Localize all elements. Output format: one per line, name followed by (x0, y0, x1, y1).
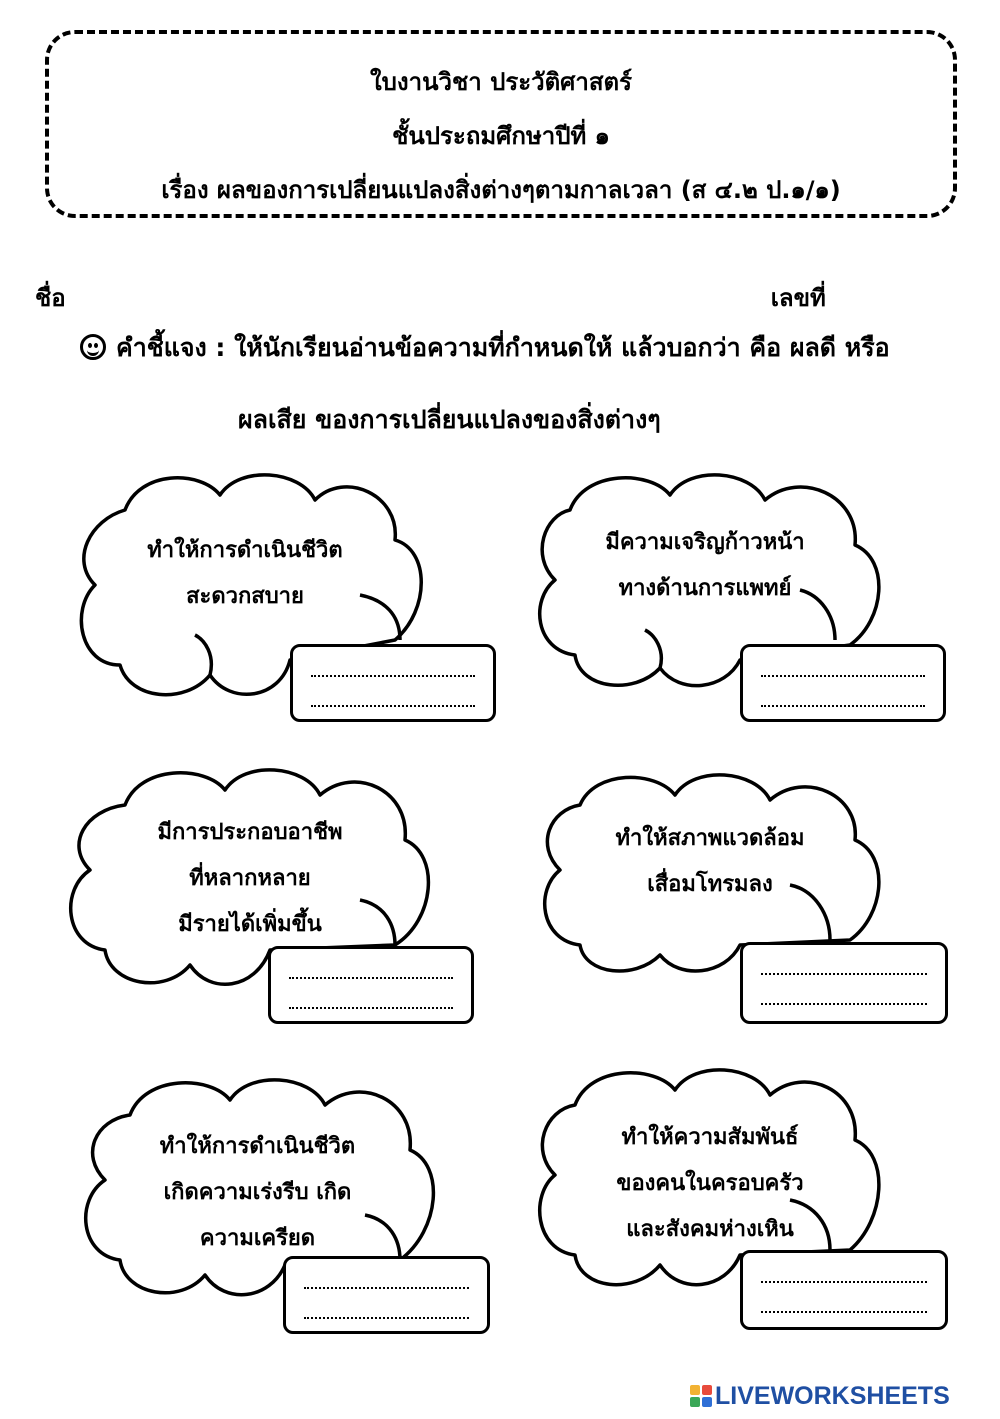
grade-level: ชั้นประถมศึกษาปีที่ ๑ (392, 122, 610, 150)
name-label: ชื่อ (35, 284, 66, 312)
answer-box-2[interactable] (740, 644, 946, 722)
answer-box-4[interactable] (740, 942, 948, 1024)
topic-title: เรื่อง ผลของการเปลี่ยนแปลงสิ่งต่างๆตามกาลเวลา (ส ๔.๒ ป.๑/๑) (161, 176, 841, 204)
cloud-text-2: มีความเจริญก้าวหน้า ทางด้านการแพทย์ (605, 530, 805, 601)
worksheet-title: ใบงานวิชา ประวัติศาสตร์ (369, 68, 633, 96)
instruction-line-1: คำชี้แจง : ให้นักเรียนอ่านข้อความที่กำหนดให้ แล้วบอกว่า คือ ผลดี หรือ (80, 328, 890, 368)
number-label: เลขที่ (770, 284, 826, 312)
cloud-text-5: ทำให้การดำเนินชีวิต เกิดความเร่งรีบ เกิด ความเครียด (159, 1134, 356, 1251)
liveworksheets-logo: LIVEWORKSHEETS (690, 1382, 950, 1411)
cloud-text-1: ทำให้การดำเนินชีวิต สะดวกสบาย (147, 538, 343, 609)
instruction-line-2: ผลเสีย ของการเปลี่ยนแปลงของสิ่งต่างๆ (238, 405, 661, 434)
cloud-text-6: ทำให้ความสัมพันธ์ ของคนในครอบครัว และสังคมห่างเหิน (616, 1125, 804, 1242)
answer-box-6[interactable] (740, 1250, 948, 1330)
answer-box-3[interactable] (268, 946, 474, 1024)
cloud-text-3: มีการประกอบอาชีพ ที่หลากหลาย มีรายได้เพิ่มขึ้น (157, 820, 343, 937)
answer-box-5[interactable] (283, 1256, 490, 1334)
cloud-text-4: ทำให้สภาพแวดล้อม เสื่อมโทรมลง (615, 826, 805, 897)
liveworksheets-icon (690, 1385, 712, 1407)
answer-box-1[interactable] (290, 644, 496, 722)
